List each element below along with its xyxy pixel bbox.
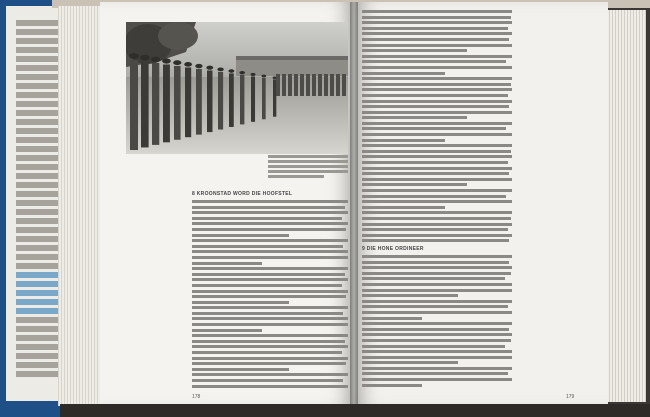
text-line bbox=[362, 172, 509, 175]
text-line bbox=[192, 295, 346, 298]
distant-soldier-figure bbox=[288, 74, 292, 96]
soldier-hat bbox=[184, 62, 192, 67]
text-line bbox=[192, 368, 289, 371]
text-line bbox=[362, 111, 512, 114]
text-line bbox=[362, 223, 512, 226]
text-line bbox=[362, 72, 445, 75]
text-line bbox=[362, 261, 509, 264]
text-line bbox=[362, 32, 512, 35]
underlying-text-line bbox=[16, 263, 62, 269]
soldier-figure bbox=[262, 78, 266, 119]
text-line bbox=[362, 21, 512, 24]
soldier-hat bbox=[151, 57, 160, 62]
caption-line bbox=[268, 175, 324, 178]
text-line bbox=[362, 384, 422, 387]
text-line bbox=[362, 211, 512, 214]
soldier-figure bbox=[240, 75, 244, 125]
soldier-hat bbox=[162, 58, 171, 63]
text-line bbox=[192, 301, 289, 304]
underlying-text-line bbox=[16, 47, 62, 53]
text-line bbox=[362, 266, 512, 269]
distant-soldier-figure bbox=[342, 74, 346, 96]
text-line bbox=[362, 255, 512, 258]
text-line bbox=[362, 83, 511, 86]
soldier-hat bbox=[140, 55, 150, 61]
text-line bbox=[362, 105, 509, 108]
right-page-body-text-bottom bbox=[362, 255, 512, 389]
text-line bbox=[192, 323, 348, 326]
text-line bbox=[362, 122, 512, 125]
text-line bbox=[362, 38, 509, 41]
distant-soldier-figure bbox=[312, 74, 316, 96]
caption-line bbox=[268, 170, 348, 173]
text-line bbox=[362, 161, 508, 164]
text-line bbox=[362, 350, 512, 353]
text-line bbox=[192, 234, 289, 237]
underlying-text-line bbox=[16, 101, 62, 107]
soldier-figure bbox=[196, 69, 202, 135]
text-line bbox=[192, 317, 348, 320]
soldier-hat bbox=[239, 71, 245, 74]
text-line bbox=[192, 373, 348, 376]
text-line bbox=[362, 200, 512, 203]
soldier-figure bbox=[251, 76, 255, 121]
text-line bbox=[192, 306, 348, 309]
text-line bbox=[362, 367, 512, 370]
text-line bbox=[192, 334, 348, 337]
text-line bbox=[362, 88, 512, 91]
soldier-hat bbox=[262, 75, 267, 78]
text-line bbox=[362, 183, 467, 186]
text-line bbox=[192, 312, 343, 315]
text-line bbox=[192, 239, 348, 242]
soldier-hat bbox=[250, 73, 255, 76]
underlying-text-line bbox=[16, 317, 62, 323]
text-line bbox=[362, 311, 512, 314]
text-line bbox=[192, 250, 348, 253]
text-line bbox=[192, 340, 345, 343]
soldier-figure bbox=[152, 63, 159, 145]
text-line bbox=[192, 329, 262, 332]
text-line bbox=[192, 379, 343, 382]
text-line bbox=[192, 245, 343, 248]
underlying-text-line bbox=[16, 209, 62, 215]
soldier-hat bbox=[195, 64, 202, 68]
soldier-figure bbox=[174, 66, 181, 140]
text-line bbox=[192, 211, 348, 214]
text-line bbox=[362, 272, 511, 275]
text-line bbox=[192, 217, 342, 220]
left-page-body-text bbox=[192, 200, 348, 390]
text-line bbox=[362, 77, 512, 80]
left-page bbox=[100, 2, 354, 406]
text-line bbox=[362, 155, 512, 158]
soldier-hat bbox=[228, 69, 234, 73]
men-standing-in-rows-photo bbox=[126, 22, 348, 154]
text-line bbox=[362, 49, 467, 52]
text-line bbox=[362, 116, 467, 119]
soldier-figure bbox=[163, 64, 170, 142]
text-line bbox=[192, 278, 348, 281]
text-line bbox=[362, 60, 506, 63]
underlying-text-line bbox=[16, 155, 62, 161]
text-line bbox=[362, 150, 511, 153]
page-number-right: 179 bbox=[566, 394, 575, 400]
photo-caption bbox=[268, 155, 348, 185]
text-line bbox=[192, 290, 348, 293]
text-line bbox=[362, 66, 512, 69]
text-line bbox=[192, 200, 348, 203]
text-line bbox=[192, 262, 262, 265]
text-line bbox=[362, 228, 508, 231]
text-line bbox=[192, 345, 348, 348]
text-line bbox=[362, 55, 512, 58]
distant-soldier-figure bbox=[306, 74, 310, 96]
caption-line bbox=[268, 160, 348, 163]
soldier-figure bbox=[207, 70, 212, 132]
cover-bottom bbox=[60, 404, 650, 417]
text-line bbox=[362, 217, 511, 220]
text-line bbox=[362, 372, 508, 375]
soldier-figure bbox=[229, 73, 234, 127]
distant-soldier-figure bbox=[324, 74, 328, 96]
page-stack-left bbox=[58, 6, 104, 406]
text-line bbox=[192, 228, 346, 231]
book-gutter bbox=[350, 2, 358, 406]
soldier-hat bbox=[129, 53, 139, 59]
section-heading-right: 9 DIE HONE ORDINEER bbox=[362, 246, 424, 252]
text-line bbox=[362, 339, 511, 342]
soldier-hat bbox=[173, 60, 181, 65]
soldier-figure bbox=[273, 79, 276, 116]
text-line bbox=[362, 305, 508, 308]
soldier-figure bbox=[185, 67, 191, 137]
distant-soldier-figure bbox=[282, 74, 286, 96]
distant-soldier-figure bbox=[276, 74, 280, 96]
underlying-text-line bbox=[16, 371, 62, 377]
text-line bbox=[362, 356, 512, 359]
text-line bbox=[362, 234, 512, 237]
historical-photo bbox=[126, 22, 348, 154]
soldier-figure bbox=[130, 60, 138, 150]
text-line bbox=[362, 133, 512, 136]
text-line bbox=[362, 289, 512, 292]
text-line bbox=[192, 351, 342, 354]
text-line bbox=[192, 222, 348, 225]
section-heading-left: 8 KROONSTAD WORD DIE HOOFSTEL bbox=[192, 191, 293, 197]
soldier-figure bbox=[141, 61, 149, 147]
text-line bbox=[362, 345, 505, 348]
text-line bbox=[362, 239, 509, 242]
text-line bbox=[362, 10, 512, 13]
text-line bbox=[192, 273, 345, 276]
caption-line bbox=[268, 165, 348, 168]
text-line bbox=[362, 189, 512, 192]
soldier-hat bbox=[217, 67, 223, 71]
text-line bbox=[362, 100, 512, 103]
text-line bbox=[192, 267, 348, 270]
right-page bbox=[354, 2, 608, 406]
distant-soldier-figure bbox=[300, 74, 304, 96]
soldier-figure bbox=[218, 72, 223, 130]
text-line bbox=[362, 361, 458, 364]
text-line bbox=[362, 333, 512, 336]
text-line bbox=[192, 357, 348, 360]
text-line bbox=[192, 256, 348, 259]
text-line bbox=[192, 362, 346, 365]
distant-soldier-figure bbox=[318, 74, 322, 96]
text-line bbox=[362, 144, 512, 147]
text-line bbox=[362, 378, 512, 381]
text-line bbox=[362, 167, 512, 170]
distant-soldier-figure bbox=[294, 74, 298, 96]
text-line bbox=[362, 206, 445, 209]
page-number-left: 178 bbox=[192, 394, 201, 400]
text-line bbox=[192, 206, 345, 209]
text-line bbox=[362, 195, 506, 198]
distant-soldier-figure bbox=[336, 74, 340, 96]
text-line bbox=[362, 277, 505, 280]
distant-soldier-figure bbox=[330, 74, 334, 96]
text-line bbox=[362, 44, 512, 47]
text-line bbox=[362, 283, 512, 286]
text-line bbox=[362, 178, 512, 181]
caption-line bbox=[268, 155, 348, 158]
page-stack-right bbox=[604, 10, 646, 402]
text-line bbox=[362, 139, 445, 142]
text-line bbox=[362, 317, 422, 320]
text-line bbox=[362, 127, 506, 130]
text-line bbox=[362, 328, 509, 331]
right-page-body-text-top bbox=[362, 10, 512, 245]
text-line bbox=[362, 94, 508, 97]
text-line bbox=[192, 385, 348, 388]
text-line bbox=[192, 284, 342, 287]
text-line bbox=[362, 27, 508, 30]
text-line bbox=[362, 322, 512, 325]
text-line bbox=[362, 16, 511, 19]
soldier-hat bbox=[206, 66, 213, 70]
text-line bbox=[362, 294, 458, 297]
text-line bbox=[362, 300, 512, 303]
